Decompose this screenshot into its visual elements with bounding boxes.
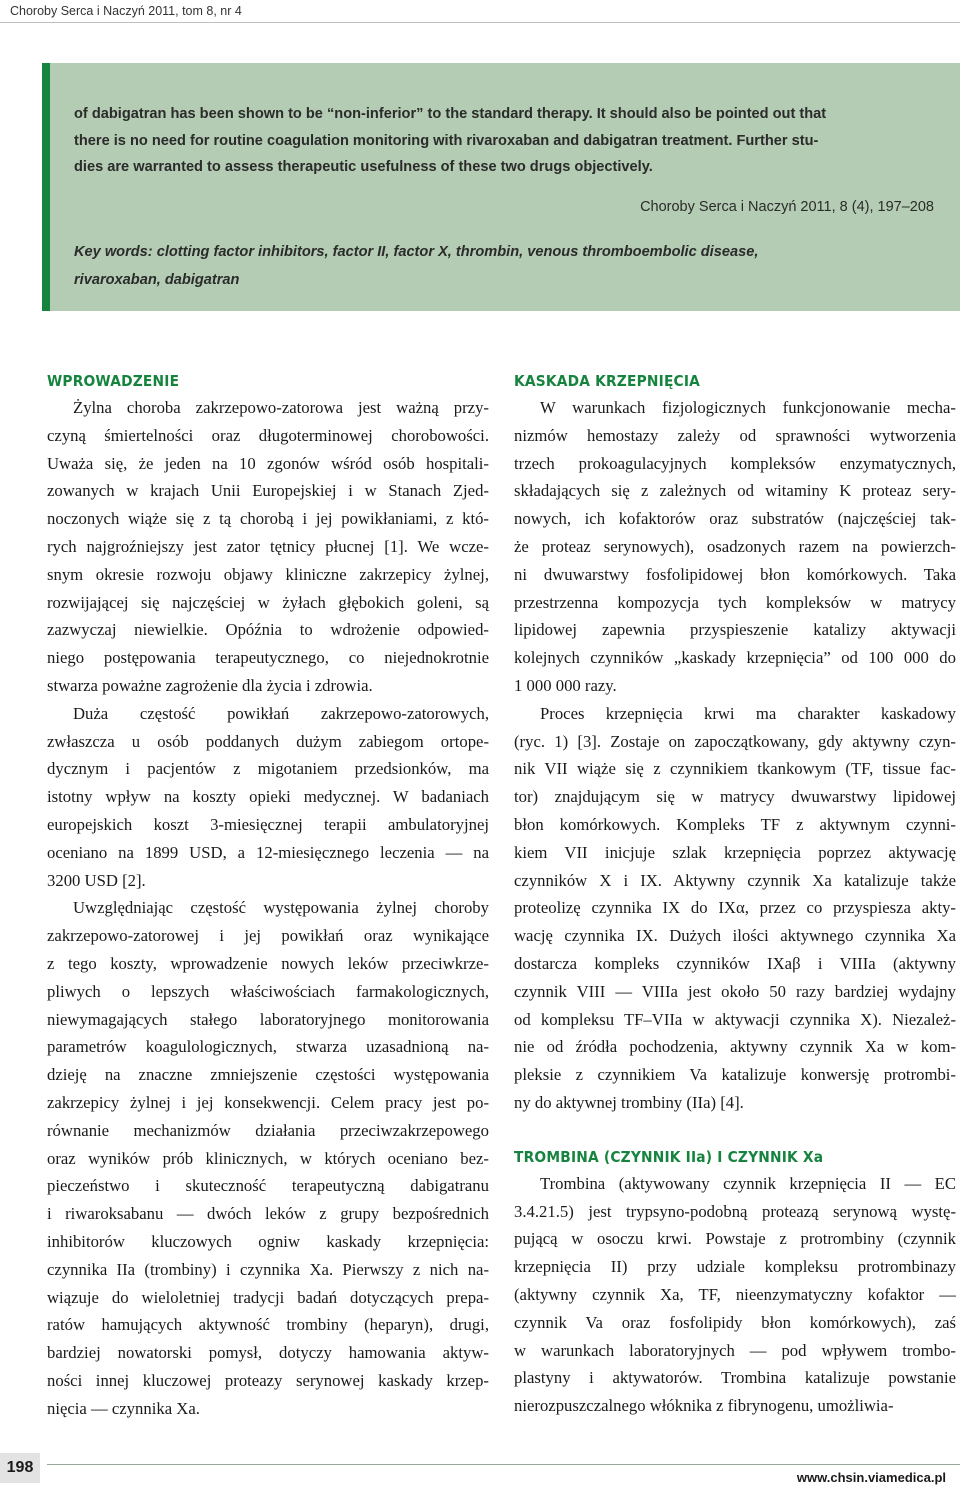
keywords-line: Key words: clotting factor inhibitors, factor II, factor X, thrombin, venous thromboembolic disease, — [74, 244, 759, 260]
text-line: nierozpuszczalnego włóknika z fibrynogenu, umożliwia- — [514, 1396, 894, 1416]
text-line: istotny wpływ na koszty opieki medycznej. W badaniach — [47, 787, 489, 807]
text-line: ratów hamujących aktywność trombiny (heparyn), drugi, — [47, 1315, 489, 1335]
text-line: zakrzepowo-zatorowej i jej powikłań oraz wynikające — [47, 926, 489, 946]
text-line: składających się z zależnych od witaminy K proteaz sery- — [514, 481, 956, 501]
running-head: Choroby Serca i Naczyń 2011, tom 8, nr 4 — [10, 4, 242, 18]
text-line: nik VII wiąże się z czynnikiem tkankowym (TF, tissue fac- — [514, 759, 956, 779]
text-line: bardziej nowatorski pomysł, dotyczy hamowania aktyw- — [47, 1343, 489, 1363]
text-line: lipidowej zapewnia przyspieszenie katalizy aktywacji — [514, 620, 956, 640]
text-line: inhibitorów kluczowych ogniw kaskady krzepnięcia: — [47, 1231, 489, 1251]
text-line: czynnik VIII — VIIIa jest około 50 razy bardziej wydajny — [514, 981, 956, 1001]
text-line: pleksie z czynnikiem Va katalizuje konwersję protrombi- — [514, 1065, 956, 1085]
text-line: nięcia — czynnika Xa. — [47, 1398, 200, 1418]
text-line: proteolizę czynnika IX do IXα, przez co przyspiesza akty- — [514, 898, 956, 918]
paragraph — [514, 1170, 956, 1420]
text-line: ni dwuwarstwy fosfolipidowej błon komórkowych. Taka — [514, 564, 956, 584]
text-line: pliwych o lepszych właściwościach farmakologicznych, — [47, 981, 489, 1001]
section-spacer — [514, 1117, 956, 1144]
abstract-line: there is no need for routine coagulation monitoring with rivaroxaban and dabigatran treatment. Further stu- — [74, 132, 819, 149]
text-line: Proces krzepnięcia krwi ma charakter kaskadowy — [540, 703, 956, 723]
text-line: rych najgroźniejszy jest zator tętnicy płucnej [1]. We wcze- — [47, 536, 489, 556]
text-line: zwłaszcza u osób poddanych dużym zabiegom ortope- — [47, 731, 489, 751]
paragraph — [514, 394, 956, 700]
abstract-text — [74, 101, 936, 181]
text-line: dostarcza kompleks czynników IXaβ i VIIIa (aktywny — [514, 953, 956, 973]
text-line: oraz wyników prób klinicznych, w których oceniano bez- — [47, 1148, 489, 1168]
page-number: 198 — [0, 1453, 40, 1483]
text-line: ności innej kluczowej proteazy serynowej kaskady krzep- — [47, 1370, 489, 1390]
text-line: nizmów hemostazy zależy od sprawności wytworzenia — [514, 425, 956, 445]
text-line: wiązuje do wieloletniej tradycji badań dotyczących prepa- — [47, 1287, 489, 1307]
text-line: że proteaz serynowych), osadzonych razem na powierzch- — [514, 536, 956, 556]
text-line: czynników X i IX. Aktywny czynnik Xa katalizuje także — [514, 870, 956, 890]
section-heading-coagulation-cascade: KASKADA KRZEPNIĘCIA — [514, 372, 701, 390]
text-line: 1 000 000 razy. — [514, 675, 617, 695]
text-line: w warunkach laboratoryjnych — pod wpływem trombo- — [514, 1340, 956, 1360]
text-line: (aktywny czynnik Xa, TF, nieenzymatyczny kofaktor — — [514, 1284, 956, 1304]
text-line: ny do aktywnej trombiny (IIa) [4]. — [514, 1092, 744, 1112]
text-line: Żylna choroba zakrzepowo-zatorowa jest ważną przy- — [73, 398, 489, 417]
abstract-line: dies are warranted to assess therapeutic usefulness of these two drugs objectively. — [74, 159, 653, 175]
text-line: i riwaroksabanu — dwóch leków z grupy bezpośrednich — [47, 1204, 489, 1224]
text-line: z tego koszty, wprowadzenie nowych leków przeciwkrze- — [47, 953, 489, 973]
left-column — [47, 368, 489, 1422]
text-line: 3200 USD [2]. — [47, 870, 146, 890]
text-line: europejskich koszt 3-miesięcznej terapii ambulatoryjnej — [47, 814, 489, 834]
right-paragraphs-2 — [514, 1170, 956, 1420]
text-line: pującą w osoczu krwi. Powstaje z protrombiny (czynnik — [514, 1229, 956, 1249]
paragraph — [514, 700, 956, 1117]
text-line: krzepnięcia II) przy udziale kompleksu protrombinazy — [514, 1257, 956, 1277]
text-line: noczonych wiąże się z tą chorobą i jej powikłaniami, z któ- — [47, 509, 489, 529]
text-line: wację czynnika IX. Dużych ilości aktywnego czynnika Xa — [514, 926, 956, 946]
text-line: czynnik Va oraz fosfolipidy błon komórkowych), zaś — [514, 1312, 956, 1332]
section-heading-thrombin: TROMBINA (CZYNNIK IIa) I CZYNNIK Xa — [514, 1147, 824, 1166]
paragraph — [47, 394, 489, 700]
text-line: pieczeństwo i skuteczność terapeutyczną dabigatranu — [47, 1176, 489, 1196]
abstract-line: of dabigatran has been shown to be “non-inferior” to the standard therapy. It should also be pointed out that — [74, 106, 827, 122]
text-line: błon komórkowych. Kompleks TF z aktywnym czynni- — [514, 814, 956, 834]
text-line: tor) znajdującym się w matrycy dwuwarstwy lipidowej — [514, 787, 956, 807]
text-line: rozwijającej się najczęściej w żyłach głębokich goleni, są — [47, 592, 489, 612]
text-line: Duża częstość powikłań zakrzepowo-zatorowych, — [73, 703, 489, 723]
text-line: Trombina (aktywowany czynnik krzepnięcia II — EC — [540, 1173, 956, 1193]
text-line: parametrów koagulologicznych, stwarza uzasadnioną na- — [47, 1037, 489, 1057]
abstract-accent-bar — [42, 63, 50, 311]
text-line: niego postępowania terapeutycznego, co niejednokrotnie — [47, 648, 489, 668]
text-line: nowych, ich kofaktorów oraz substratów (najczęściej tak- — [514, 509, 956, 529]
left-paragraphs — [47, 394, 489, 1422]
text-line: przestrzenna kompozycja tych kompleksów w matrycy — [514, 592, 956, 612]
text-line: (ryc. 1) [3]. Zostaje on zapoczątkowany, gdy aktywny czyn- — [514, 731, 956, 751]
text-line: dycznym i pacjentów z migotaniem przedsionków, ma — [47, 759, 489, 779]
section-heading-introduction: WPROWADZENIE — [47, 372, 180, 390]
text-line: snym okresie rozwoju objawy kliniczne zakrzepicy żylnej, — [47, 564, 489, 584]
keywords — [74, 238, 936, 294]
text-line: kolejnych czynników „kaskady krzepnięcia” od 100 000 do — [514, 648, 956, 668]
text-line: nie od źródła pochodzenia, aktywny czynnik Xa w kom- — [514, 1037, 956, 1057]
text-line: 3.4.21.5) jest trypsyno-podobną proteazą serynową wystę- — [514, 1201, 956, 1221]
text-line: trzech prokoagulacyjnych kompleksów enzymatycznych, — [514, 453, 956, 473]
text-line: równanie mechanizmów działania przeciwzakrzepowego — [47, 1120, 489, 1140]
text-line: plastyny i aktywatorów. Trombina katalizuje powstanie — [514, 1368, 956, 1388]
text-line: dzieję na znaczne zmniejszenie częstości występowania — [47, 1065, 489, 1085]
text-line: Uważa się, że jeden na 10 zgonów wśród osób hospitali- — [47, 453, 489, 473]
abstract-citation: Choroby Serca i Naczyń 2011, 8 (4), 197–208 — [640, 199, 934, 215]
text-line: zowanych w krajach Unii Europejskiej i w Stanach Zjed- — [47, 481, 489, 501]
text-line: od kompleksu TF–VIIa w aktywacji czynnika X). Niezależ- — [514, 1009, 956, 1029]
text-line: czynnika IIa (trombiny) i czynnika Xa. Pierwszy z nich na- — [47, 1259, 489, 1279]
text-line: zazwyczaj niewielkie. Opóźnia to wdrożenie odpowied- — [47, 620, 489, 640]
text-line: kiem VII inicjuje szlak krzepnięcia poprzez aktywację — [514, 842, 956, 862]
text-line: czyną śmiertelności oraz długoterminowej chorobowości. — [47, 425, 489, 445]
text-line: Uwzględniając częstość występowania żylnej choroby — [73, 898, 489, 918]
text-line: niewymagających stałego laboratoryjnego monitorowania — [47, 1009, 489, 1029]
header-divider — [0, 22, 960, 23]
text-line: zakrzepicy żylnej i jej konsekwencji. Celem pracy jest po- — [47, 1092, 489, 1112]
text-line: oceniano na 1899 USD, a 12-miesięcznego leczenia — na — [47, 842, 489, 862]
right-column — [514, 368, 956, 1420]
keywords-line: rivaroxaban, dabigatran — [74, 272, 240, 288]
text-line: W warunkach fizjologicznych funkcjonowanie mecha- — [540, 398, 956, 417]
text-line: stwarza poważne zagrożenie dla życia i zdrowia. — [47, 675, 373, 695]
site-url: www.chsin.viamedica.pl — [796, 1470, 946, 1485]
paragraph — [47, 894, 489, 1422]
right-paragraphs-1 — [514, 394, 956, 1117]
footer-divider — [47, 1464, 960, 1465]
paragraph — [47, 700, 489, 895]
